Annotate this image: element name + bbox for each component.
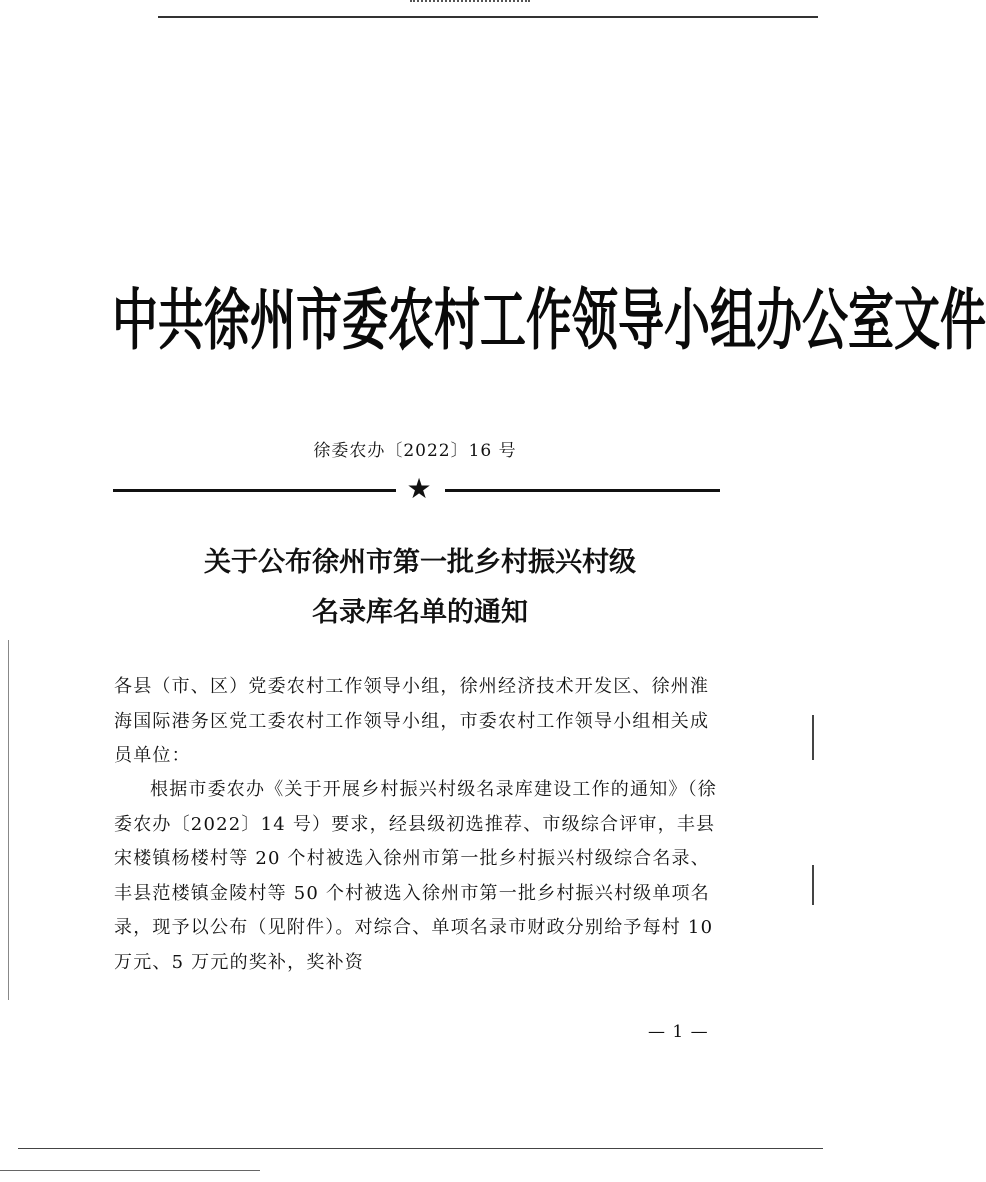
scan-artifact-bottom-line [0, 1170, 260, 1171]
scan-artifact-top-line [158, 16, 818, 18]
page-number: — 1 — [648, 1022, 709, 1042]
scan-artifact-bottom-line [18, 1148, 823, 1149]
divider-line-right [445, 489, 720, 492]
document-masthead: 中共徐州市委农村工作领导小组办公室文件 [112, 280, 986, 360]
document-number: 徐委农办〔2022〕16 号 [313, 441, 517, 461]
star-icon: ★ [406, 472, 432, 505]
scan-artifact-top-dots [410, 0, 530, 6]
divider-line-left [113, 489, 396, 492]
document-title-line1: 关于公布徐州市第一批乡村振兴村级 [204, 547, 636, 578]
document-title-line2: 名录库名单的通知 [312, 597, 528, 628]
scan-artifact-right-mark [812, 715, 814, 760]
scan-artifact-right-mark [812, 865, 814, 905]
salutation-paragraph: 各县（市、区）党委农村工作领导小组，徐州经济技术开发区、徐州淮海国际港务区党工委农村工作领导小组，市委农村工作领导小组相关成员单位： [114, 676, 710, 766]
scan-artifact-left-line [8, 640, 9, 1000]
body-paragraph: 根据市委农办《关于开展乡村振兴村级名录库建设工作的通知》（徐委农办〔2022〕14 号）要求，经县级初选推荐、市级综合评审，丰县宋楼镇杨楼村等 20 个村被选入徐州市第一批乡村振兴村级综合名录、丰县范楼镇金陵村等 50 个村被选入徐州市第一批乡村振兴村级单项名录，现予以公布（见附件）。对综合、单项名录市财政分别给予每村 10 万元、5 万元的奖补，奖补资 [114, 779, 717, 973]
